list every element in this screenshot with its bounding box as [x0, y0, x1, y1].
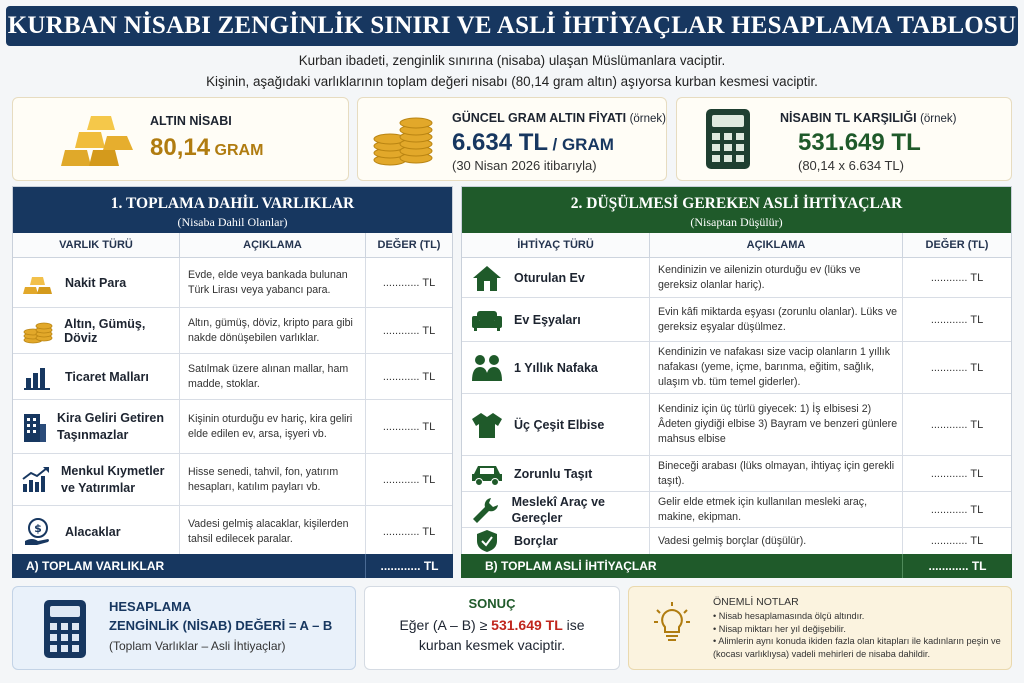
result-threshold: 531.649 TL: [491, 617, 563, 633]
needs-total-label: B) TOPLAM ASLİ İHTİYAÇLAR: [461, 554, 903, 578]
result-condition-end: ise: [566, 617, 585, 633]
car-icon: [470, 462, 504, 486]
gold-price-label-note: (örnek): [629, 113, 666, 125]
need-desc: Vadesi gelmiş borçlar (düşülür).: [650, 528, 903, 554]
coins-icon: [21, 318, 54, 344]
asset-desc: Satılmak üzere alınan mallar, ham madde, stoklar.: [180, 354, 366, 399]
need-value-field[interactable]: ............ TL: [930, 361, 984, 374]
shield-check-icon: [470, 529, 504, 553]
svg-text:$: $: [34, 521, 42, 535]
asset-desc: Altın, gümüş, döviz, kripto para gibi nakde dönüşebilen varlıklar.: [180, 308, 366, 353]
needs-total-value[interactable]: ............ TL: [928, 559, 987, 573]
calc-card: [12, 586, 356, 670]
need-name: Borçlar: [514, 534, 558, 548]
asset-name: Ticaret Malları: [65, 369, 149, 384]
need-value-field[interactable]: ............ TL: [930, 313, 984, 326]
assets-total-bar: [12, 554, 453, 578]
need-value-field[interactable]: ............ TL: [930, 503, 984, 516]
assets-title: 1. TOPLAMA DAHİL VARLIKLAR: [110, 195, 355, 212]
gold-price-value-line: [452, 129, 614, 157]
asset-name: Altın, Gümüş, Döviz: [64, 316, 146, 345]
need-value-field[interactable]: ............ TL: [930, 535, 984, 547]
calculator-icon: [43, 599, 87, 659]
need-value-field[interactable]: ............ TL: [930, 418, 984, 431]
nisab-tl-label: [780, 111, 957, 125]
need-name: Meslekî Araç ve Gereçler: [511, 494, 605, 525]
assets-subtitle: (Nisaba Dahil Olanlar): [177, 215, 288, 229]
result-label: SONUÇ: [468, 596, 516, 611]
needs-col-type: İHTİYAÇ TÜRÜ: [462, 233, 650, 257]
asset-value-field[interactable]: ............ TL: [382, 370, 436, 383]
gold-nisab-value-line: [150, 134, 263, 162]
table-row: [13, 506, 452, 557]
gold-nisab-card: [12, 97, 349, 181]
coins-icon: [372, 110, 436, 168]
nisab-tl-label-note: (örnek): [920, 113, 957, 125]
lightbulb-icon: [653, 601, 691, 645]
needs-panel: [461, 186, 1012, 578]
needs-subtitle: (Nisaptan Düşülür): [690, 215, 783, 229]
need-name: Ev Eşyaları: [514, 312, 581, 327]
nisab-tl-label-text: NİSABIN TL KARŞILIĞI: [780, 111, 917, 125]
asset-desc: Evde, elde veya bankada bulunan Türk Lirası veya yabancı para.: [180, 258, 366, 307]
gold-price-card: [357, 97, 667, 181]
assets-total-value[interactable]: ............ TL: [380, 559, 439, 573]
notes-list: [713, 610, 1007, 660]
nisab-tl-value: 531.649 TL: [798, 129, 921, 156]
table-row: [13, 454, 452, 506]
asset-value-field[interactable]: ............ TL: [382, 525, 436, 538]
needs-total-bar: [461, 554, 1012, 578]
need-desc: Evin kâfi miktarda eşyası (zorunlu olanlar). Lüks ve gereksiz eşyalar düşülmez.: [650, 298, 903, 341]
table-row: [462, 492, 1011, 528]
table-row: [13, 354, 452, 400]
table-row: [13, 258, 452, 308]
money-hand-icon: [21, 517, 55, 547]
gold-nisab-value: 80,14: [150, 134, 211, 161]
note-item: • Alimlerin aynı konuda ikiden fazla olan kitapları ile kadınların peşin ve (kocası varlıklıysa) vadeli mehirleri de nisaba dahildir.: [713, 636, 1001, 659]
need-name: Oturulan Ev: [514, 270, 585, 285]
need-desc: Bineceği arabası (lüks olmayan, ihtiyaç için gerekli taşıt).: [650, 456, 903, 491]
asset-name: Nakit Para: [65, 275, 127, 290]
gold-price-label-text: GÜNCEL GRAM ALTIN FİYATI: [452, 111, 627, 125]
asset-desc: Kişinin oturduğu ev hariç, kira geliri elde edilen ev, arsa, işyeri vb.: [180, 400, 366, 453]
calc-label: HESAPLAMA: [109, 599, 192, 614]
trend-chart-icon: [21, 466, 51, 494]
house-icon: [470, 264, 504, 292]
needs-col-value: DEĞER (TL): [925, 239, 989, 251]
asset-value-field[interactable]: ............ TL: [382, 324, 436, 337]
asset-name: Alacaklar: [65, 524, 121, 539]
calc-formula: ZENGİNLİK (NİSAB) DEĞERİ = A – B: [109, 618, 333, 633]
result-line-2: kurban kesmek vaciptir.: [418, 637, 566, 653]
nisab-tl-formula: (80,14 x 6.634 TL): [798, 158, 904, 173]
needs-header: [462, 187, 1011, 233]
result-condition: Eğer (A – B) ≥: [399, 617, 488, 633]
need-desc: Gelir elde etmek için kullanılan mesleki araç, makine, ekipman.: [650, 492, 903, 527]
family-icon: [470, 354, 504, 382]
notes-card: [628, 586, 1012, 670]
sofa-icon: [470, 308, 504, 332]
need-desc: Kendiniz için üç türlü giyecek: 1) İş elbisesi 2) Âdeten giydiği elbise 3) Bayram ve benzeri günlere mahsus elbise: [650, 394, 903, 455]
assets-col-type: VARLIK TÜRÜ: [13, 233, 180, 257]
table-row: [13, 400, 452, 454]
calculator-icon: [705, 108, 751, 170]
table-row: [13, 308, 452, 354]
assets-col-desc: AÇIKLAMA: [180, 233, 366, 257]
page-title: KURBAN NİSABI ZENGİNLİK SINIRI VE ASLİ İHTİYAÇLAR HESAPLAMA TABLOSU: [7, 12, 1017, 39]
nisab-tl-card: [676, 97, 1012, 181]
assets-total-label: A) TOPLAM VARLIKLAR: [12, 554, 366, 578]
asset-value-field[interactable]: ............ TL: [382, 420, 436, 433]
table-row: [462, 394, 1011, 456]
table-row: [462, 258, 1011, 298]
note-item: • Nisap miktarı her yıl değişebilir.: [713, 623, 846, 634]
asset-desc: Hisse senedi, tahvil, fon, yatırım hesapları, katılım payları vb.: [180, 454, 366, 505]
gold-bars-icon: [61, 110, 137, 168]
gold-nisab-label: ALTIN NİSABI: [150, 114, 232, 128]
asset-name: Kira Geliri Getiren Taşınmazlar: [57, 410, 164, 442]
need-value-field[interactable]: ............ TL: [930, 271, 984, 284]
gold-price-date: (30 Nisan 2026 itibarıyla): [452, 158, 597, 173]
shirt-icon: [470, 411, 504, 439]
intro-line-1: Kurban ibadeti, zenginlik sınırına (nisaba) ulaşan Müslümanlara vaciptir.: [298, 53, 726, 68]
notes-title: ÖNEMLİ NOTLAR: [713, 596, 799, 608]
wrench-icon: [470, 496, 502, 524]
title-bar: [6, 6, 1018, 46]
asset-name: Menkul Kıymetler ve Yatırımlar: [61, 463, 165, 495]
need-name: 1 Yıllık Nafaka: [514, 360, 598, 375]
gold-bars-icon: [21, 271, 55, 295]
assets-column-header: [13, 233, 452, 258]
need-name: Zorunlu Taşıt: [514, 466, 593, 481]
needs-column-header: [462, 233, 1011, 258]
asset-desc: Vadesi gelmiş alacaklar, kişilerden tahsil edilecek paralar.: [180, 506, 366, 557]
needs-title: 2. DÜŞÜLMESİ GEREKEN ASLİ İHTİYAÇLAR: [570, 195, 903, 212]
bar-chart-icon: [21, 364, 55, 390]
table-row: [462, 342, 1011, 394]
building-icon: [21, 412, 47, 442]
gold-price-unit: / GRAM: [552, 135, 614, 154]
result-card: [364, 586, 620, 670]
result-line-1: [365, 617, 619, 633]
table-row: [462, 456, 1011, 492]
need-desc: Kendinizin ve ailenizin oturduğu ev (lüks ve gereksiz olanlar hariç).: [650, 258, 903, 297]
need-name: Üç Çeşit Elbise: [514, 417, 605, 432]
need-value-field[interactable]: ............ TL: [930, 467, 984, 480]
asset-value-field[interactable]: ............ TL: [382, 473, 436, 486]
intro-text: [0, 50, 1024, 92]
assets-header: [13, 187, 452, 233]
asset-value-field[interactable]: ............ TL: [382, 276, 436, 289]
intro-line-2: Kişinin, aşağıdaki varlıklarının toplam değeri nisabı (80,14 gram altın) aşıyorsa kurban kesmesi vaciptir.: [206, 74, 818, 89]
needs-col-desc: AÇIKLAMA: [650, 233, 903, 257]
gold-price-label: [452, 111, 666, 125]
calc-formula-sub: (Toplam Varlıklar – Asli İhtiyaçlar): [109, 639, 286, 653]
note-item: • Nisab hesaplamasında ölçü altındır.: [713, 611, 865, 621]
need-desc: Kendinizin ve nafakası size vacip olanların 1 yıllık nafakası (yeme, içme, barınma, eğitim, sağlık, ulaşım vb. tüm temel giderler).: [650, 342, 903, 393]
table-row: [462, 528, 1011, 554]
gold-nisab-unit: GRAM: [214, 142, 264, 159]
gold-price-value: 6.634 TL: [452, 129, 549, 156]
assets-panel: [12, 186, 453, 578]
table-row: [462, 298, 1011, 342]
assets-col-value: DEĞER (TL): [377, 239, 441, 251]
